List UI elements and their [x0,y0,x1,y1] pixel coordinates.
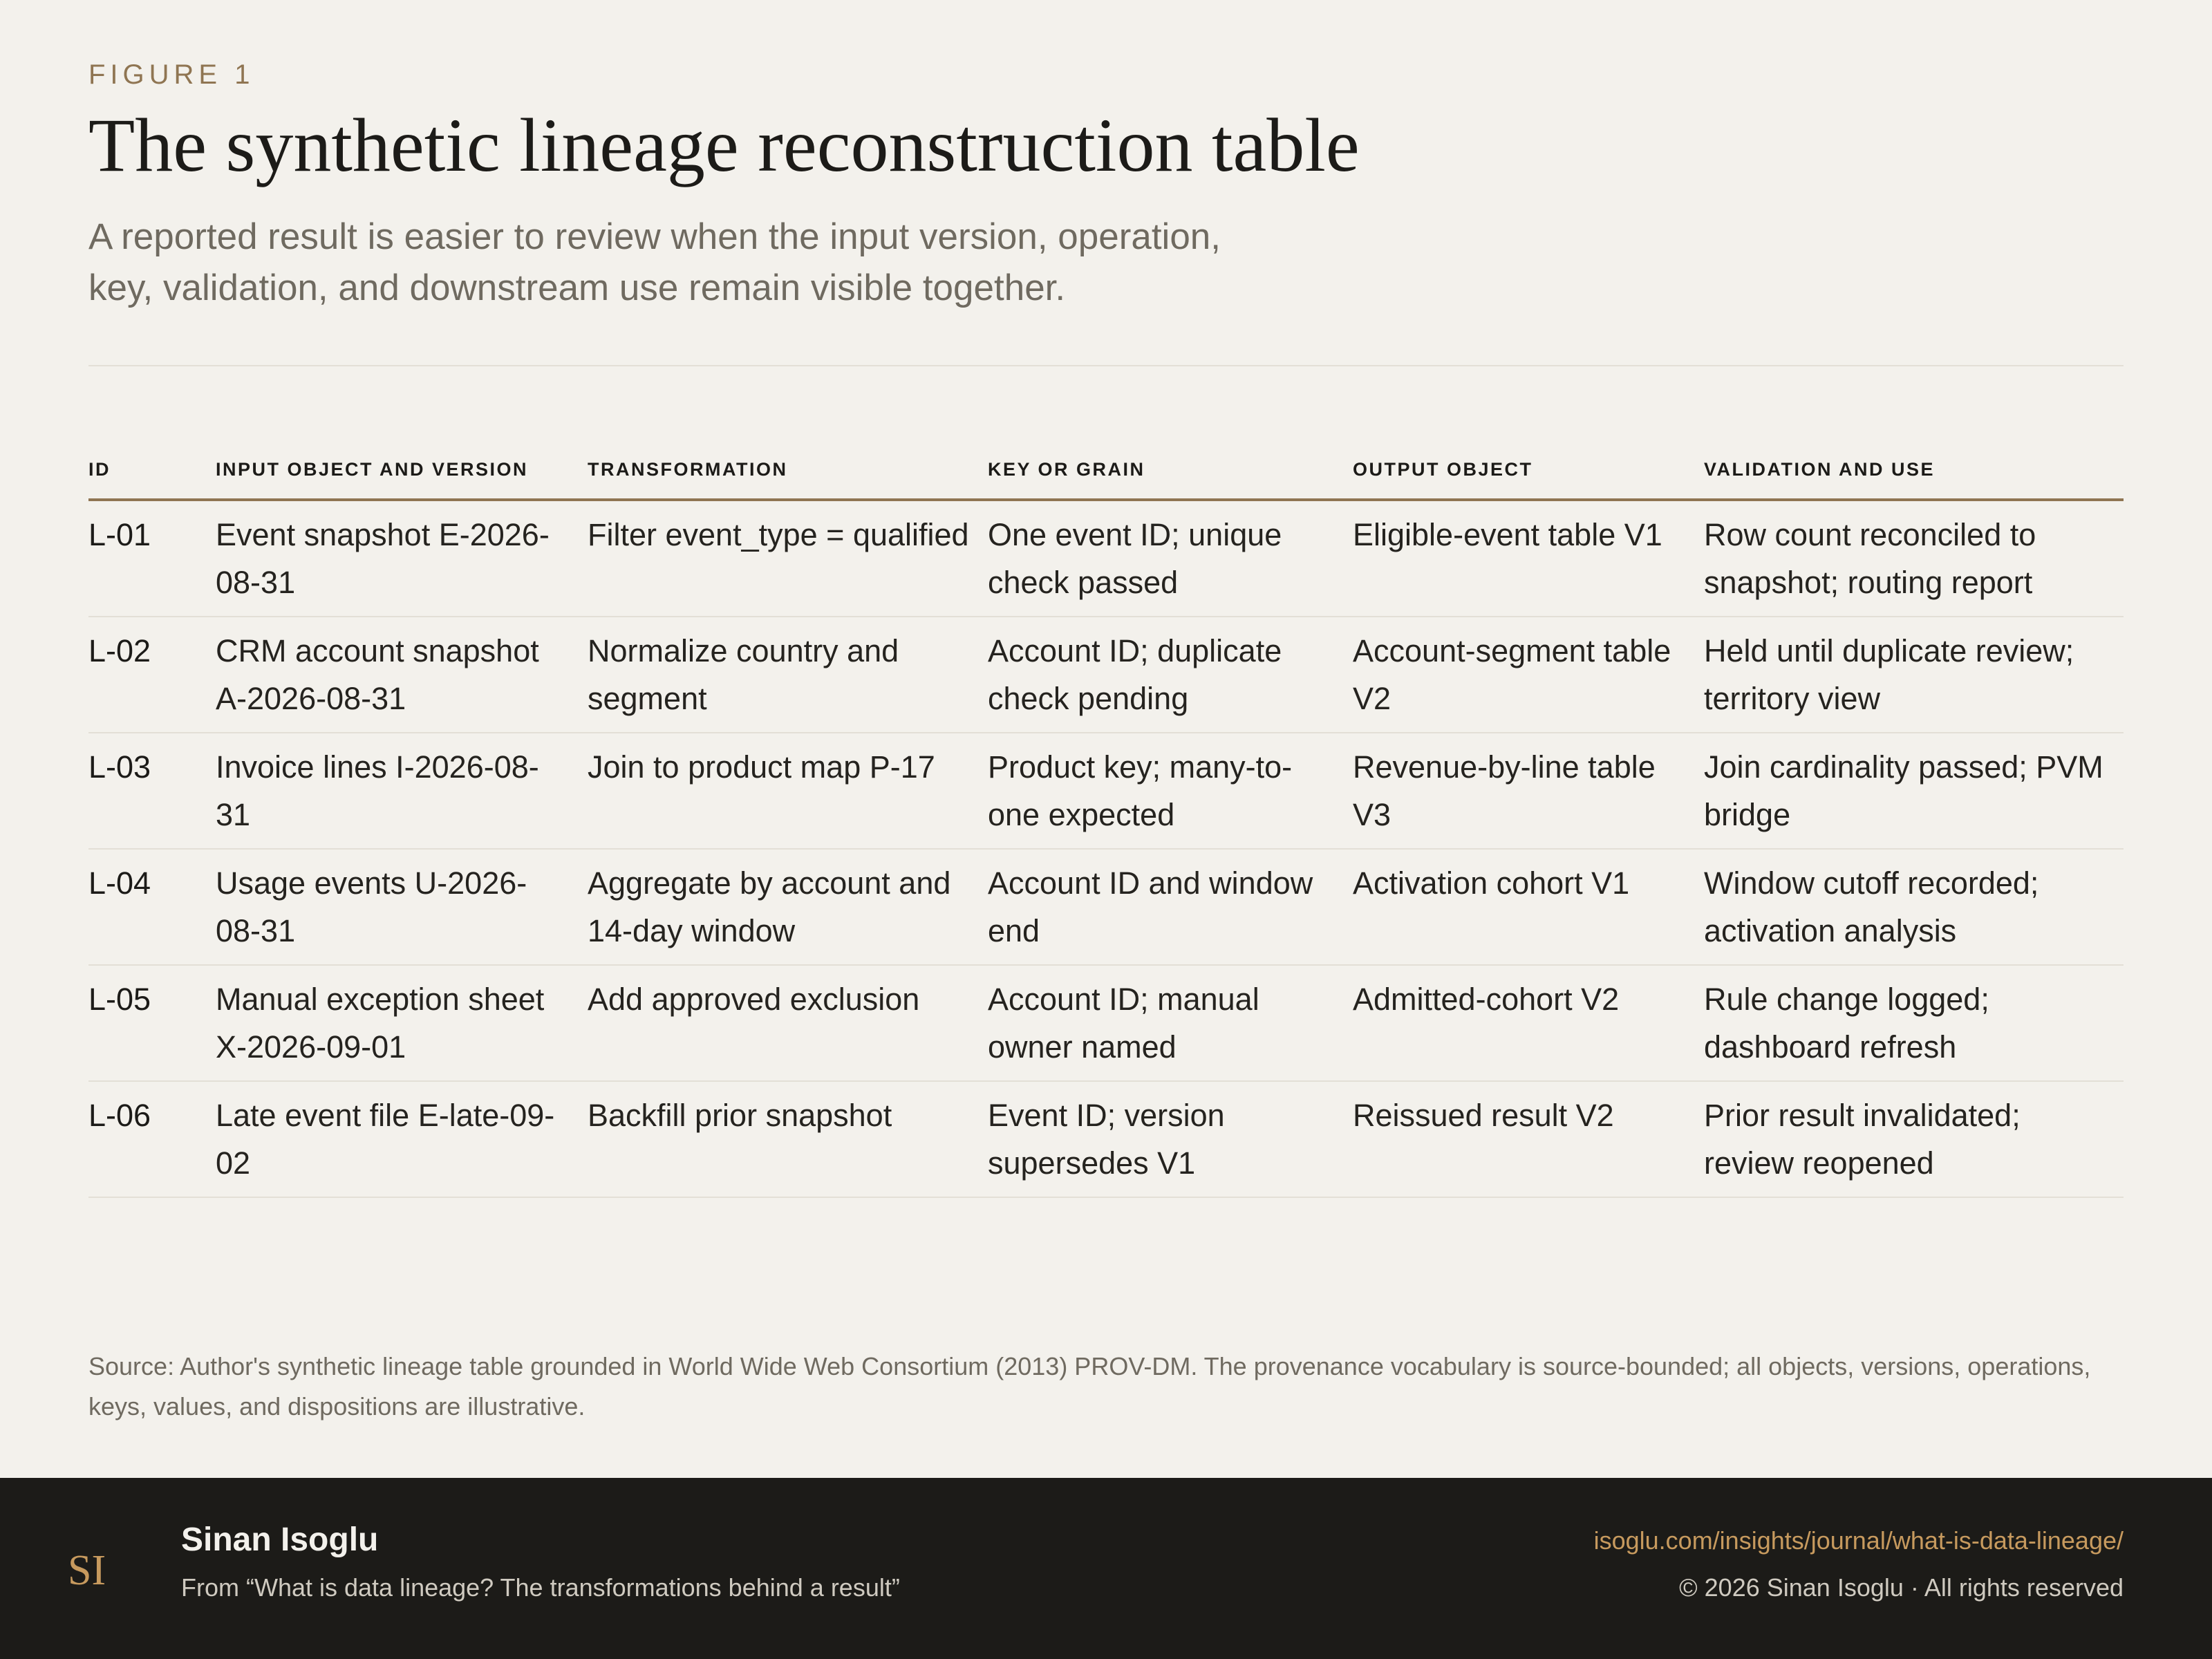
cell-transformation: Normalize country and segment [588,617,988,733]
monogram-logo-icon [64,1541,119,1597]
cell-validation: Prior result invalidated; review reopened [1704,1081,2124,1197]
header-key: KEY OR GRAIN [988,442,1353,500]
cell-key: Event ID; version supersedes V1 [988,1081,1353,1197]
cell-input: Invoice lines I-2026-08-31 [216,733,588,849]
cell-id: L-03 [88,733,216,849]
cell-id: L-01 [88,500,216,617]
svg-text:SI: SI [68,1547,106,1594]
cell-output: Account-segment table V2 [1353,617,1704,733]
cell-output: Eligible-event table V1 [1353,500,1704,617]
cell-output: Reissued result V2 [1353,1081,1704,1197]
figure-subtitle: A reported result is easier to review when the input version, operation, key, validation, and downstream use remain visible together. [88,216,1221,308]
article-reference: From “What is data lineage? The transformations behind a result” [181,1573,900,1602]
cell-transformation: Backfill prior snapshot [588,1081,988,1197]
footer [0,1478,2212,1659]
table-row [88,849,2124,965]
cell-id: L-04 [88,849,216,965]
cell-input: Manual exception sheet X-2026-09-01 [216,965,588,1081]
cell-id: L-02 [88,617,216,733]
header-transformation: TRANSFORMATION [588,442,988,500]
table-row [88,1081,2124,1197]
table-row [88,965,2124,1081]
cell-output: Admitted-cohort V2 [1353,965,1704,1081]
cell-id: L-05 [88,965,216,1081]
cell-input: Event snapshot E-2026-08-31 [216,500,588,617]
cell-key: Account ID and window end [988,849,1353,965]
cell-input: Usage events U-2026-08-31 [216,849,588,965]
table-header-row [88,442,2124,500]
header-output: OUTPUT OBJECT [1353,442,1704,500]
cell-transformation: Filter event_type = qualified [588,500,988,617]
cell-validation: Row count reconciled to snapshot; routing report [1704,500,2124,617]
header-id: ID [88,442,216,500]
figure-title: The synthetic lineage reconstruction table [88,103,1360,187]
cell-output: Revenue-by-line table V3 [1353,733,1704,849]
cell-key: Product key; many-to-one expected [988,733,1353,849]
cell-output: Activation cohort V1 [1353,849,1704,965]
table-row [88,617,2124,733]
cell-validation: Join cardinality passed; PVM bridge [1704,733,2124,849]
cell-input: Late event file E-late-09-02 [216,1081,588,1197]
article-link[interactable]: isoglu.com/insights/journal/what-is-data-lineage/ [1593,1526,2124,1555]
lineage-table [88,442,2124,1198]
header-validation: VALIDATION AND USE [1704,442,2124,500]
cell-validation: Held until duplicate review; territory view [1704,617,2124,733]
cell-key: Account ID; duplicate check pending [988,617,1353,733]
cell-transformation: Join to product map P-17 [588,733,988,849]
table-row [88,500,2124,617]
cell-validation: Rule change logged; dashboard refresh [1704,965,2124,1081]
cell-key: Account ID; manual owner named [988,965,1353,1081]
source-note: Source: Author's synthetic lineage table grounded in World Wide Web Consortium (2013) PROV-DM. The provenance vocabulary is source-bounded; all objects, versions, operations, keys, values, and dispositions are illustrative. [88,1352,2091,1421]
cell-transformation: Add approved exclusion [588,965,988,1081]
figure-label: FIGURE 1 [88,59,255,90]
copyright-notice: © 2026 Sinan Isoglu · All rights reserved [1679,1573,2124,1602]
table-row [88,733,2124,849]
cell-validation: Window cutoff recorded; activation analysis [1704,849,2124,965]
header-input: INPUT OBJECT AND VERSION [216,442,588,500]
divider [88,365,2124,366]
cell-id: L-06 [88,1081,216,1197]
cell-input: CRM account snapshot A-2026-08-31 [216,617,588,733]
cell-key: One event ID; unique check passed [988,500,1353,617]
cell-transformation: Aggregate by account and 14-day window [588,849,988,965]
author-name: Sinan Isoglu [181,1521,379,1558]
